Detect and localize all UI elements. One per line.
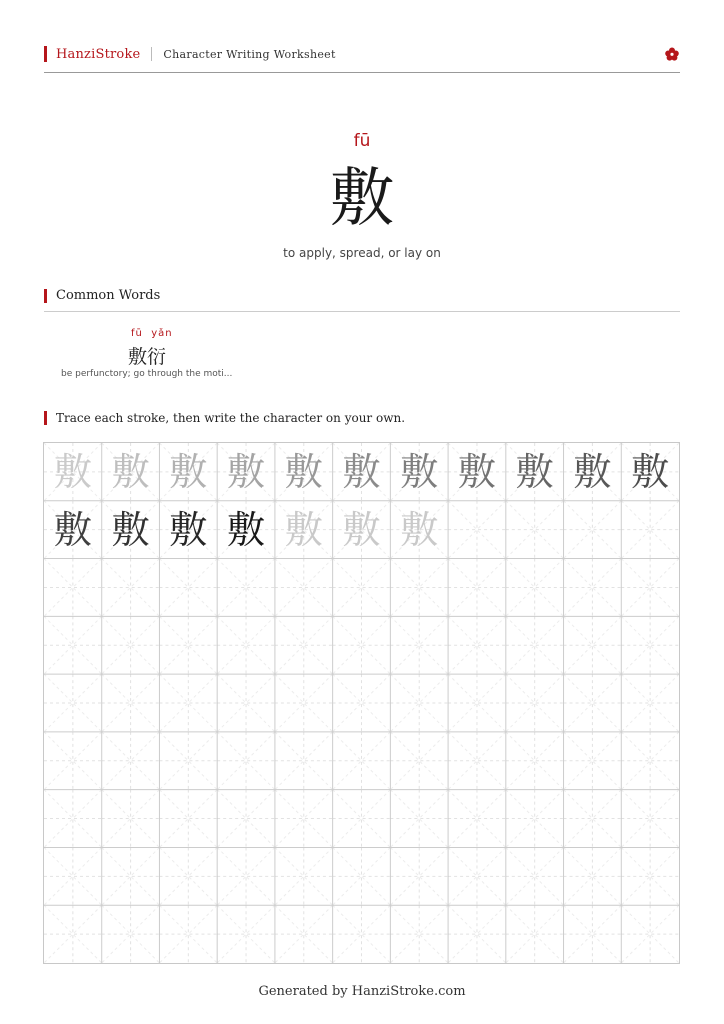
stroke-step-glyph: 敷 bbox=[227, 449, 266, 494]
practice-instruction bbox=[44, 411, 405, 425]
main-character: 敷 bbox=[330, 162, 394, 236]
stroke-step-cell bbox=[564, 443, 622, 501]
stroke-step-glyph: 敷 bbox=[53, 507, 92, 552]
stroke-step-glyph: 敷 bbox=[515, 449, 554, 494]
stroke-step-cell bbox=[44, 443, 102, 501]
accent-bar bbox=[44, 411, 47, 425]
common-words-heading bbox=[44, 288, 160, 303]
stroke-step-cell bbox=[102, 501, 160, 559]
trace-glyph: 敷 bbox=[284, 507, 323, 552]
worksheet-subtitle: Character Writing Worksheet bbox=[163, 47, 336, 61]
stroke-step-glyph: 敷 bbox=[169, 507, 208, 552]
accent-bar bbox=[44, 46, 47, 62]
section-divider bbox=[44, 311, 680, 312]
character-pinyin: fū bbox=[353, 131, 371, 151]
header-divider bbox=[44, 72, 680, 73]
trace-cell bbox=[333, 501, 391, 559]
stroke-step-glyph: 敷 bbox=[284, 449, 323, 494]
stroke-step-glyph: 敷 bbox=[400, 449, 439, 494]
stroke-step-cell bbox=[506, 443, 564, 501]
stroke-step-glyph: 敷 bbox=[631, 449, 670, 494]
stroke-step-glyph: 敷 bbox=[573, 449, 612, 494]
brand-name[interactable]: HanziStroke bbox=[56, 46, 141, 62]
word-hanzi: 敷衍 bbox=[128, 346, 167, 368]
practice-grid bbox=[43, 442, 680, 964]
trace-cell bbox=[275, 501, 333, 559]
stroke-step-glyph: 敷 bbox=[457, 449, 496, 494]
stroke-step-glyph: 敷 bbox=[111, 507, 150, 552]
plum-blossom-icon bbox=[664, 46, 680, 62]
stroke-step-cell bbox=[217, 443, 275, 501]
stroke-step-glyph: 敷 bbox=[169, 449, 208, 494]
character-meaning: to apply, spread, or lay on bbox=[283, 246, 441, 260]
word-pinyin: fū yǎn bbox=[131, 328, 173, 339]
trace-cell bbox=[390, 501, 448, 559]
stroke-step-cell bbox=[275, 443, 333, 501]
worksheet-header bbox=[44, 43, 680, 65]
word-meaning: be perfunctory; go through the moti... bbox=[61, 369, 233, 379]
header-separator bbox=[151, 47, 152, 61]
instruction-text: Trace each stroke, then write the character on your own. bbox=[56, 411, 406, 425]
footer-credit: Generated by HanziStroke.com bbox=[258, 984, 466, 999]
stroke-step-cell bbox=[159, 501, 217, 559]
stroke-step-cell bbox=[217, 501, 275, 559]
stroke-step-cell bbox=[621, 443, 679, 501]
trace-glyph: 敷 bbox=[400, 507, 439, 552]
common-words-title: Common Words bbox=[56, 288, 161, 303]
stroke-step-cell bbox=[333, 443, 391, 501]
stroke-step-cell bbox=[44, 501, 102, 559]
stroke-step-glyph: 敷 bbox=[53, 449, 92, 494]
trace-glyph: 敷 bbox=[342, 507, 381, 552]
stroke-step-glyph: 敷 bbox=[227, 507, 266, 552]
stroke-step-cell bbox=[159, 443, 217, 501]
stroke-step-cell bbox=[448, 443, 506, 501]
stroke-step-cell bbox=[390, 443, 448, 501]
stroke-step-glyph: 敷 bbox=[342, 449, 381, 494]
stroke-step-cell bbox=[102, 443, 160, 501]
stroke-step-glyph: 敷 bbox=[111, 449, 150, 494]
accent-bar bbox=[44, 289, 47, 303]
